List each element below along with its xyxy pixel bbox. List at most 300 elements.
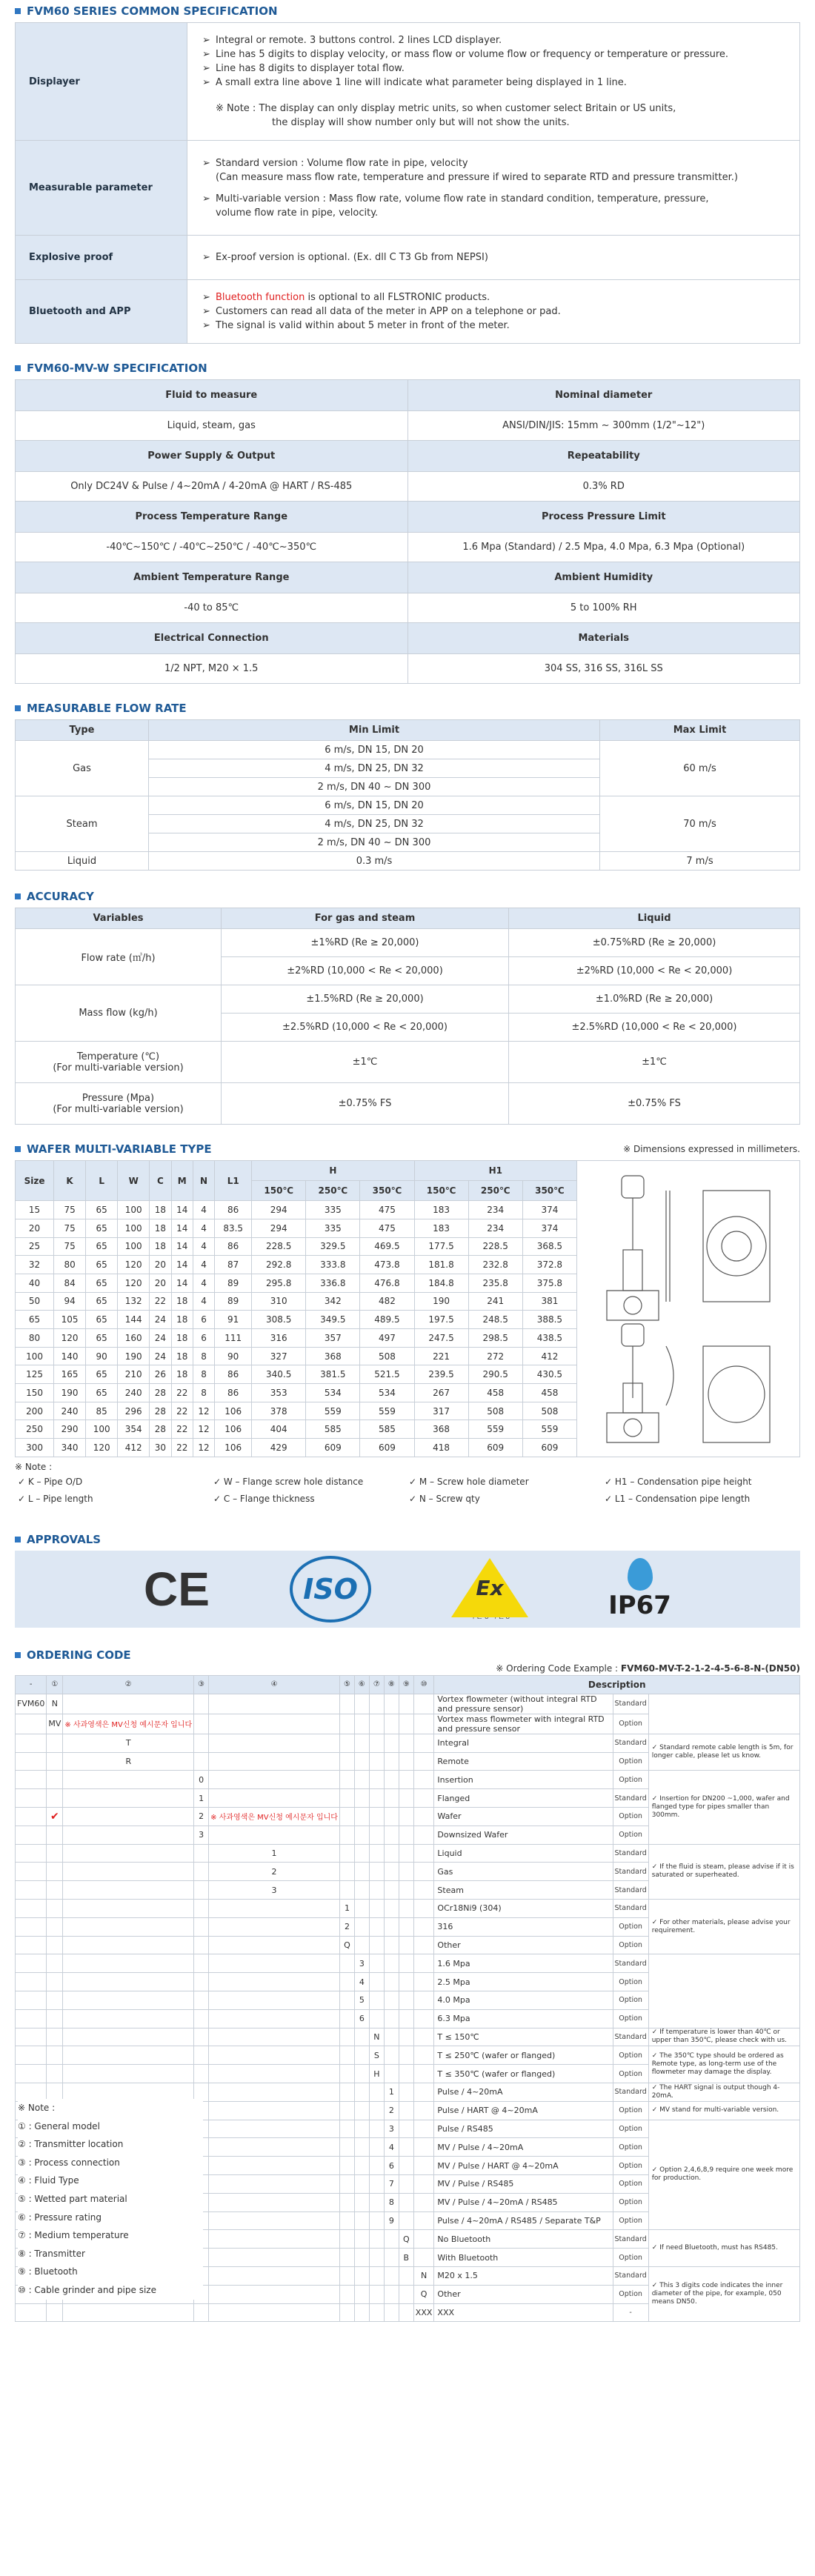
dim-cell: 65: [86, 1384, 118, 1402]
code-cell: [194, 1734, 209, 1752]
code-cell: [209, 2065, 340, 2083]
spec-value: [187, 236, 800, 280]
dim-cell: 85: [86, 1402, 118, 1420]
standard-option-label: Option: [613, 1973, 648, 1991]
ce-logo: CE: [144, 1562, 210, 1616]
code-cell: [47, 2249, 63, 2267]
code-cell: 2: [209, 1863, 340, 1881]
standard-option-label: Standard: [613, 1954, 648, 1973]
dim-cell: 89: [215, 1292, 252, 1311]
code-cell: [47, 1954, 63, 1973]
dim-cell: 65: [86, 1256, 118, 1274]
dim-cell: 91: [215, 1311, 252, 1329]
code-cell: [369, 1844, 384, 1863]
type-cell: Liquid: [16, 852, 149, 871]
dim-cell: 197.5: [414, 1311, 468, 1329]
code-cell: [369, 2157, 384, 2175]
code-cell: [354, 1752, 369, 1771]
code-cell: [369, 1694, 384, 1714]
table-row: [16, 1274, 577, 1292]
code-cell: [209, 1789, 340, 1808]
dim-cell: 106: [215, 1439, 252, 1457]
standard-option-label: Standard: [613, 2266, 648, 2285]
code-cell: [339, 2009, 354, 2028]
code-cell: [194, 1954, 209, 1973]
dim-cell: 144: [118, 1311, 150, 1329]
dim-cell: 308.5: [252, 1311, 306, 1329]
dim-cell: 100: [118, 1201, 150, 1219]
dim-cell: 429: [252, 1439, 306, 1457]
code-cell: [209, 2046, 340, 2065]
code-cell: [399, 1844, 413, 1863]
code-cell: [194, 1881, 209, 1900]
dim-cell: 83.5: [215, 1219, 252, 1237]
code-cell: [354, 2303, 369, 2322]
dim-cell: 368.5: [522, 1237, 576, 1256]
dim-cell: 404: [252, 1420, 306, 1439]
ex-caption: 폭발방지인증: [468, 1612, 511, 1620]
code-cell: [413, 2046, 434, 2065]
code-cell: [194, 2083, 209, 2101]
code-cell: [354, 2028, 369, 2046]
code-cell: [413, 1991, 434, 2009]
code-cell: [209, 2028, 340, 2046]
spec-item: (Can measure mass flow rate, temperature and pressure if wired to separate RTD and pressure transmitter.): [216, 171, 738, 183]
remark-cell: ✓ MV stand for multi-variable version.: [648, 2101, 799, 2120]
code-cell: [413, 1714, 434, 1734]
code-cell: [399, 2101, 413, 2120]
code-cell: [16, 2249, 47, 2267]
standard-option-label: Option: [613, 2211, 648, 2230]
code-cell: [16, 1936, 47, 1954]
dim-cell: 86: [215, 1365, 252, 1384]
dim-cell: 12: [193, 1420, 214, 1439]
dim-cell: 132: [118, 1292, 150, 1311]
dim-cell: 140: [54, 1347, 86, 1365]
code-cell: [209, 1771, 340, 1789]
note-item: ✓ K – Pipe O/D: [18, 1477, 83, 1487]
code-cell: [194, 2157, 209, 2175]
code-cell: [16, 1899, 47, 1917]
code-cell: [194, 2266, 209, 2285]
code-cell: [399, 2285, 413, 2303]
code-cell: 8: [384, 2193, 399, 2211]
dim-cell: 374: [522, 1219, 576, 1237]
code-cell: [63, 1807, 194, 1826]
code-description: 2.5 Mpa: [434, 1973, 613, 1991]
code-cell: [194, 1844, 209, 1863]
code-cell: [16, 1807, 47, 1826]
code-cell: [209, 2174, 340, 2193]
common-spec-table: [15, 22, 800, 344]
code-cell: [384, 1954, 399, 1973]
spec-item: ➢ Line has 5 digits to display velocity, or mass flow or volume flow or frequency or temperature or pressure.: [216, 47, 786, 61]
min-cell: 6 m/s, DN 15, DN 20: [149, 796, 600, 815]
code-cell: [384, 2303, 399, 2322]
code-cell: [354, 2065, 369, 2083]
code-cell: [339, 1807, 354, 1826]
code-cell: [209, 2303, 340, 2322]
note-heading: ※ Note :: [18, 2103, 56, 2113]
note-item: ② : Transmitter location: [18, 2139, 124, 2150]
code-cell: [209, 2083, 340, 2101]
code-description: XXX: [434, 2303, 613, 2322]
code-cell: [369, 1881, 384, 1900]
ordering-row: [16, 1899, 800, 1917]
dim-cell: 90: [215, 1347, 252, 1365]
min-cell: 6 m/s, DN 15, DN 20: [149, 741, 600, 759]
code-cell: [384, 1807, 399, 1826]
dim-cell: 310: [252, 1292, 306, 1311]
wafer-notes: [15, 1472, 800, 1489]
dim-cell: 28: [150, 1420, 171, 1439]
code-cell: [399, 1936, 413, 1954]
acc-cell: ±0.75% FS: [222, 1083, 509, 1125]
dim-cell: 4: [193, 1237, 214, 1256]
code-col-header: ⑦: [369, 1676, 384, 1694]
code-description: Pulse / RS485: [434, 2120, 613, 2138]
dim-cell: 296: [118, 1402, 150, 1420]
dim-cell: 340: [54, 1439, 86, 1457]
code-cell: [369, 1752, 384, 1771]
dim-cell: 28: [150, 1402, 171, 1420]
code-cell: [16, 1991, 47, 2009]
code-cell: [399, 1771, 413, 1789]
spec-item: ➢ Line has 8 digits to displayer total flow.: [216, 61, 786, 76]
dim-cell: 100: [16, 1347, 54, 1365]
standard-option-label: Option: [613, 1752, 648, 1771]
dim-cell: 353: [252, 1384, 306, 1402]
code-description: Flanged: [434, 1789, 613, 1808]
standard-option-label: Standard: [613, 1844, 648, 1863]
code-cell: [16, 1789, 47, 1808]
var-line: Pressure (Mpa): [82, 1092, 155, 1104]
mvw-spec-title: [15, 357, 800, 379]
max-cell: 70 m/s: [600, 796, 800, 852]
dim-cell: 294: [252, 1219, 306, 1237]
ordering-row: [16, 1954, 800, 1973]
dim-cell: 22: [171, 1384, 193, 1402]
ip67-logo: [608, 1558, 671, 1620]
code-cell: [63, 2193, 194, 2211]
code-cell: [63, 1789, 194, 1808]
var-cell: Flow rate (㎥/h): [16, 929, 222, 985]
check-icon: ✔: [50, 1810, 59, 1823]
dim-cell: 508: [360, 1347, 414, 1365]
code-cell: [384, 1844, 399, 1863]
acc-cell: ±1.0%RD (Re ≥ 20,000): [509, 985, 800, 1014]
ordering-table: [15, 1675, 800, 2322]
dim-cell: 609: [468, 1439, 522, 1457]
code-cell: [63, 2249, 194, 2267]
code-cell: [16, 2157, 47, 2175]
wafer-table: [15, 1160, 577, 1457]
min-cell: 2 m/s, DN 40 ~ DN 300: [149, 778, 600, 796]
var-line: (For multi-variable version): [53, 1103, 184, 1115]
code-cell: [63, 1973, 194, 1991]
dim-cell: 469.5: [360, 1237, 414, 1256]
dim-cell: 80: [54, 1256, 86, 1274]
code-cell: 4: [384, 2138, 399, 2157]
spec-value-cell: Only DC24V & Pulse / 4~20mA / 4-20mA @ HART / RS-485: [16, 472, 408, 502]
code-cell: [16, 2193, 47, 2211]
code-cell: [369, 2083, 384, 2101]
var-line: Temperature (℃): [76, 1051, 160, 1062]
code-cell: [399, 1863, 413, 1881]
code-cell: [354, 2211, 369, 2230]
section-title: FVM60 SERIES COMMON SPECIFICATION: [27, 4, 278, 18]
description-header: Description: [434, 1676, 800, 1694]
dim-cell: 18: [150, 1201, 171, 1219]
code-cell: [16, 1714, 47, 1734]
code-cell: [369, 2101, 384, 2120]
code-cell: [384, 2230, 399, 2249]
remark-cell: ✓ Insertion for DN200 ~1,000, wafer and flanged type for pipes smaller than 300mm.: [648, 1771, 799, 1844]
code-cell: [339, 2266, 354, 2285]
square-icon: [15, 705, 21, 711]
dim-cell: 585: [306, 1420, 360, 1439]
note-item: ✓ L – Pipe length: [18, 1494, 93, 1504]
spec-header-cell: Materials: [408, 623, 800, 654]
dim-cell: 292.8: [252, 1256, 306, 1274]
dim-cell: 25: [16, 1237, 54, 1256]
code-description: Steam: [434, 1881, 613, 1900]
dim-cell: 65: [86, 1237, 118, 1256]
code-cell: [63, 2120, 194, 2138]
dim-cell: 4: [193, 1219, 214, 1237]
code-cell: [339, 1954, 354, 1973]
code-cell: [47, 2174, 63, 2193]
standard-option-label: Option: [613, 2157, 648, 2175]
approvals-title: [15, 1528, 800, 1551]
min-cell: 4 m/s, DN 25, DN 32: [149, 759, 600, 778]
col-header: Size: [16, 1161, 54, 1201]
spec-value-cell: -40 to 85℃: [16, 593, 408, 623]
code-cell: [63, 2028, 194, 2046]
code-cell: [384, 1694, 399, 1714]
dim-cell: 28: [150, 1384, 171, 1402]
code-cell: [369, 1917, 384, 1936]
code-cell: [194, 1991, 209, 2009]
dim-cell: 4: [193, 1201, 214, 1219]
flow-rate-title: [15, 697, 800, 719]
type-cell: Steam: [16, 796, 149, 852]
code-cell: [413, 2230, 434, 2249]
dim-cell: 14: [171, 1256, 193, 1274]
code-cell: [369, 2009, 384, 2028]
code-cell: [47, 1881, 63, 1900]
dim-cell: 86: [215, 1237, 252, 1256]
dim-cell: 14: [171, 1201, 193, 1219]
square-icon: [15, 365, 21, 371]
code-cell: [369, 1734, 384, 1752]
code-cell: [399, 1694, 413, 1714]
code-cell: [354, 1826, 369, 1844]
code-cell: [16, 2230, 47, 2249]
dim-cell: 18: [171, 1365, 193, 1384]
code-cell: [354, 1844, 369, 1863]
wafer-title: [15, 1138, 212, 1160]
code-cell: [413, 2009, 434, 2028]
col-header: Variables: [16, 908, 222, 929]
code-cell: [63, 2009, 194, 2028]
code-cell: [369, 1973, 384, 1991]
dim-cell: 86: [215, 1384, 252, 1402]
dim-cell: 8: [193, 1365, 214, 1384]
code-cell: 2: [384, 2101, 399, 2120]
code-cell: [399, 2120, 413, 2138]
section-title: MEASURABLE FLOW RATE: [27, 702, 187, 715]
code-cell: [194, 1694, 209, 1714]
note-item: ⑦ : Medium temperature: [18, 2230, 129, 2241]
code-cell: [63, 2174, 194, 2193]
dim-cell: 165: [54, 1365, 86, 1384]
spec-item: ➢ Multi-variable version : Mass flow rate, volume flow rate in standard condition, temperature, pressure,: [216, 192, 786, 206]
code-cell: 1: [339, 1899, 354, 1917]
dim-cell: 316: [252, 1328, 306, 1347]
standard-option-label: Option: [613, 1936, 648, 1954]
code-cell: [354, 2138, 369, 2157]
code-cell: N: [413, 2266, 434, 2285]
wafer-drawing-panel: [577, 1160, 800, 1457]
dim-cell: 521.5: [360, 1365, 414, 1384]
var-cell: Mass flow (kg/h): [16, 985, 222, 1042]
code-cell: [63, 2230, 194, 2249]
code-col-header: ③: [194, 1676, 209, 1694]
code-description: Integral: [434, 1734, 613, 1752]
dim-cell: 80: [16, 1328, 54, 1347]
code-cell: [399, 1826, 413, 1844]
code-cell: [384, 1881, 399, 1900]
code-cell: [209, 2157, 340, 2175]
code-cell: [354, 2193, 369, 2211]
dim-cell: 210: [118, 1365, 150, 1384]
dim-cell: 190: [118, 1347, 150, 1365]
dim-cell: 120: [118, 1256, 150, 1274]
dim-cell: 6: [193, 1328, 214, 1347]
code-cell: [339, 2174, 354, 2193]
dim-cell: 6: [193, 1311, 214, 1329]
code-cell: [339, 2101, 354, 2120]
code-cell: [16, 1973, 47, 1991]
dim-cell: 241: [468, 1292, 522, 1311]
var-cell: [16, 1042, 222, 1083]
code-cell: [209, 1936, 340, 1954]
dim-cell: 430.5: [522, 1365, 576, 1384]
dim-cell: 272: [468, 1347, 522, 1365]
mvw-spec-table: [15, 379, 800, 684]
dim-cell: 22: [171, 1402, 193, 1420]
standard-option-label: Option: [613, 2065, 648, 2083]
code-cell: [384, 2046, 399, 2065]
code-cell: [369, 2285, 384, 2303]
code-col-header: ②: [63, 1676, 194, 1694]
dim-cell: 240: [118, 1384, 150, 1402]
code-cell: [413, 1917, 434, 1936]
spec-label: Explosive proof: [16, 236, 187, 280]
col-subheader: 250℃: [306, 1181, 360, 1201]
code-cell: [339, 2138, 354, 2157]
code-cell: [413, 2157, 434, 2175]
code-cell: [339, 2046, 354, 2065]
code-cell: [194, 1863, 209, 1881]
code-cell: [339, 1863, 354, 1881]
code-cell: [63, 2157, 194, 2175]
standard-option-label: -: [613, 2303, 648, 2322]
code-cell: [384, 1734, 399, 1752]
dim-cell: 65: [86, 1311, 118, 1329]
note-item: ⑨ : Bluetooth: [18, 2266, 78, 2277]
col-subheader: 150℃: [252, 1181, 306, 1201]
dim-cell: 250: [16, 1420, 54, 1439]
dim-cell: 475: [360, 1219, 414, 1237]
square-icon: [15, 1146, 21, 1152]
page: [15, 0, 800, 2576]
code-cell: 1: [194, 1789, 209, 1808]
dim-cell: 75: [54, 1237, 86, 1256]
code-cell: [369, 1991, 384, 2009]
code-cell: [369, 1899, 384, 1917]
code-cell: [47, 2138, 63, 2157]
spec-value-cell: ANSI/DIN/JIS: 15mm ~ 300mm (1/2"~12"): [408, 411, 800, 441]
wafer-notes: [15, 1489, 800, 1506]
code-cell: [209, 2138, 340, 2157]
code-cell: [16, 1917, 47, 1936]
remark-cell: [648, 1694, 799, 1734]
code-cell: [16, 1826, 47, 1844]
accuracy-table: [15, 908, 800, 1125]
dim-cell: 534: [360, 1384, 414, 1402]
code-cell: [384, 2065, 399, 2083]
dim-cell: 368: [414, 1420, 468, 1439]
dim-cell: 240: [54, 1402, 86, 1420]
dim-cell: 18: [171, 1328, 193, 1347]
code-cell: [369, 1936, 384, 1954]
code-cell: [369, 2266, 384, 2285]
code-cell: [47, 1734, 63, 1752]
dim-cell: 381: [522, 1292, 576, 1311]
ordering-row: [16, 1734, 800, 1752]
col-header: L1: [215, 1161, 252, 1201]
dim-cell: 94: [54, 1292, 86, 1311]
spec-item: volume flow rate in pipe, velocity.: [216, 207, 379, 219]
dim-cell: 235.8: [468, 1274, 522, 1292]
code-cell: [209, 2009, 340, 2028]
code-cell: [384, 1917, 399, 1936]
code-cell: [47, 2101, 63, 2120]
code-cell: 1: [384, 2083, 399, 2101]
code-cell: [354, 1807, 369, 1826]
dim-cell: 375.8: [522, 1274, 576, 1292]
code-col-header: ⑤: [339, 1676, 354, 1694]
var-line: (For multi-variable version): [53, 1062, 184, 1074]
standard-option-label: Standard: [613, 1789, 648, 1808]
col-header: W: [118, 1161, 150, 1201]
section-title: ORDERING CODE: [27, 1648, 131, 1662]
spec-header-cell: Ambient Temperature Range: [16, 562, 408, 593]
code-cell: [354, 2046, 369, 2065]
square-icon: [15, 8, 21, 14]
code-cell: [339, 1844, 354, 1863]
dim-cell: 12: [193, 1439, 214, 1457]
code-cell: [194, 2174, 209, 2193]
col-header: C: [150, 1161, 171, 1201]
dim-cell: 329.5: [306, 1237, 360, 1256]
code-description: Pulse / HART @ 4~20mA: [434, 2101, 613, 2120]
code-cell: 3: [209, 1881, 340, 1900]
acc-cell: ±2.5%RD (10,000 < Re < 20,000): [509, 1014, 800, 1042]
dim-cell: 609: [306, 1439, 360, 1457]
